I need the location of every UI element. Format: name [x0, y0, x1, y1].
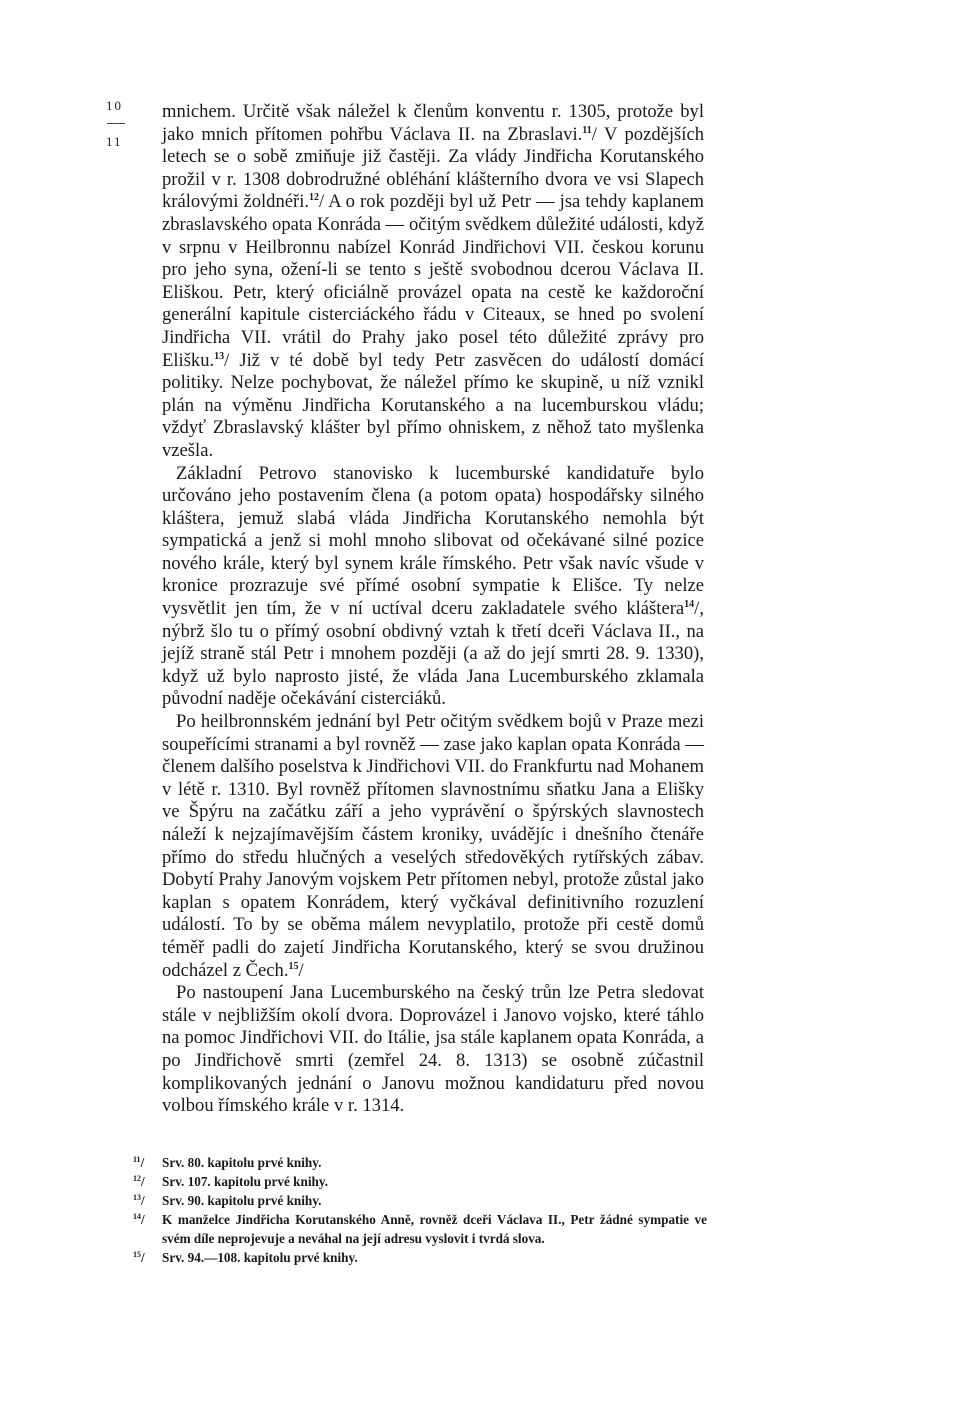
- footnote: [133, 1248, 707, 1267]
- footnote-reference: 12: [309, 192, 320, 204]
- footnote-reference: 11: [582, 124, 592, 136]
- footnote: [133, 1172, 707, 1191]
- footnote-number-text: 12: [133, 1174, 141, 1183]
- footnote-number: $^{12}$/: [133, 1174, 145, 1189]
- page-marker-rule: [107, 123, 125, 124]
- paragraph-text: Po nastoupení Jana Lucemburského na český trůn lze Petra sledovat stále v nejbližším okolí dvora. Doprovázel i Janovo vojsko, které táhlo na pomoc Jindřichovi VII. do Itálie, jsa stále kaplanem opata Konráda, a po Jindřichově smrti (zemřel 24. 8. 1313) se osobně zúčastnil komplikovaných jednání o Janovu možnou kandidaturu před novou volbou římského krále v r. 1314.: [162, 982, 704, 1117]
- footnote-text: K manželce Jindřicha Korutanského Anně, rovněž dceři Václava II., Petr žádné sympatie ve svém díle neprojevuje a neváhal na její adresu vyslovit i tvrdá slova.: [162, 1212, 707, 1246]
- footnote-number: $^{13}$/: [133, 1193, 145, 1208]
- paragraph-text: Základní Petrovo stanovisko k lucemburské kandidatuře bylo určováno jeho postavením člena (a potom opata) hospodářsky silného kláštera, jemuž slabá vláda Jindřicha Korutanského nemohla být sympatická a jenž si mohl mnoho slibovat od očekávané silné pozice nového krále, který byl synem krále římského. Petr však navíc všude v kronice prozrazuje své přímé osobní sympatie k Elišce. Ty nelze vysvětlit jen tím, že v ní uctíval dceru zakladatele svého kláštera: [162, 462, 704, 620]
- paragraph: [162, 982, 704, 1118]
- paragraph-text: / A o rok později byl už Petr — jsa tehdy kaplanem zbraslavského opata Konráda — očitým svědkem důležité události, když v srpnu v Heilbronnu nabízel Konrád Jindřichovi VII. českou korunu pro jeho syna, ožení-li se tento s ještě svobodnou dcerou Václava II. Eliškou. Petr, který oficiálně provázel opata na cestě ke každoroční generální kapitule cisterciáckého řádu v Citeaux, se hned po svolení Jindřicha VII. vrátil do Prahy jako posel této důležité zprávy pro Elišku.: [162, 191, 704, 371]
- footnote-text: Srv. 107. kapitolu prvé knihy.: [162, 1174, 328, 1189]
- paragraph: [162, 101, 704, 463]
- footnote-number-text: 11: [133, 1155, 141, 1164]
- footnotes: [133, 1153, 707, 1267]
- footnote-number: $^{14}$/: [133, 1212, 145, 1227]
- paragraph-text: / V pozdějších letech se o sobě zmiňuje již častěji. Za vlády Jindřicha Korutanského prožil v r. 1308 dobrodružné obléhání klášterního dvora ve vsi Slapech královými žoldnéři.: [162, 123, 704, 213]
- paragraph-text: / Již v té době byl tedy Petr zasvěcen do událostí domácí politiky. Nelze pochybovat, že náležel přímo ke skupině, u níž vznikl plán na výměnu Jindřicha Korutanského a na lucemburskou vládu; vždyť Zbraslavský klášter byl přímo ohniskem, z něhož tato myšlenka vzešla.: [162, 349, 704, 461]
- footnote-text: Srv. 90. kapitolu prvé knihy.: [162, 1193, 322, 1208]
- footnote-reference: 15: [288, 960, 299, 972]
- paragraph: [162, 463, 704, 712]
- page-marker-top: 10: [106, 98, 123, 113]
- paragraph-text: Po heilbronnském jednání byl Petr očitým svědkem bojů v Praze mezi soupeřícími stranami a byl rovněž — zase jako kaplan opata Konráda — členem dalšího poselstva k Jindřichovi VII. do Frankfurtu nad Mohanem v létě r. 1310. Byl rovněž přítomen slavnostnímu sňatku Jana a Elišky ve Špýru na začátku září a jeho vyprávění o špýrských slavnostech náleží k nejzajímavějším částem kroniky, uvádějíc i dnešního čtenáře přímo do středu hlučných a veselých středověkých rytířských zábav. Dobytí Prahy Janovým vojskem Petr přítomen nebyl, protože zůstal jako kaplan s opatem Konrádem, který vyčkával definitivního rozuzlení událostí. To by se oběma málem nevyplatilo, protože při cestě domů téměř padli do zajetí Jindřicha Korutanského, který se svou družinou odcházel z Čech.: [162, 711, 704, 981]
- footnote-number: $^{15}$/: [133, 1250, 145, 1265]
- footnote-reference: 13: [214, 350, 225, 362]
- footnote-reference: 14: [684, 599, 695, 611]
- paragraph-text: /, nýbrž šlo tu o přímý osobní obdivný vztah k třetí dceři Václava II., na jejíž straně stál Petr i mnohem později (a až do její smrti 28. 9. 1330), když už bylo naprosto jisté, že vláda Jana Lucemburského zklamala původní naděje očekávání cisterciáků.: [162, 598, 704, 710]
- footnote: [133, 1153, 707, 1172]
- footnote-number: $^{11}$/: [133, 1155, 145, 1170]
- footnote: [133, 1191, 707, 1210]
- body-text: [162, 101, 704, 1118]
- footnote-number-text: 13: [133, 1193, 141, 1202]
- footnote-number-text: 15: [133, 1250, 141, 1259]
- footnote-text: Srv. 80. kapitolu prvé knihy.: [162, 1155, 322, 1170]
- page-marker-bottom: 11: [106, 134, 123, 149]
- paragraph-text: mnichem. Určitě však náležel k členům konventu r. 1305, protože byl jako mnich přítomen pohřbu Václava II. na Zbraslavi.: [162, 101, 704, 145]
- footnote: [133, 1210, 707, 1248]
- footnote-text: Srv. 94.—108. kapitolu prvé knihy.: [162, 1250, 358, 1265]
- footnote-number-text: 14: [133, 1212, 141, 1221]
- paragraph-text: /: [298, 959, 304, 981]
- paragraph: [162, 711, 704, 982]
